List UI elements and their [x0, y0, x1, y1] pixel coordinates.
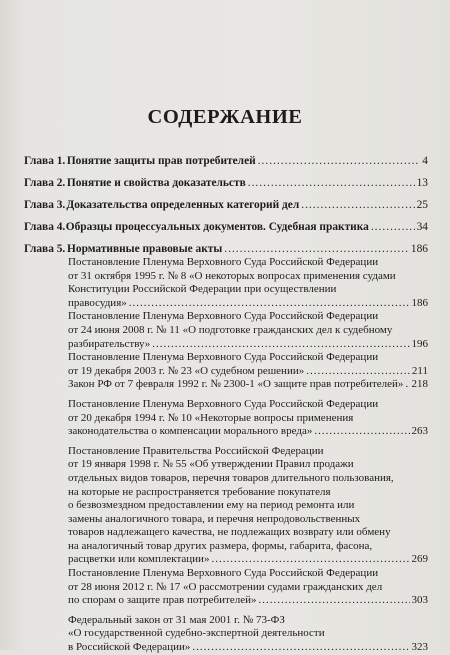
toc-entry: [68, 256, 428, 310]
leader-dots: [258, 155, 421, 167]
leader-dots: [258, 594, 409, 608]
page-number: 303: [411, 594, 428, 607]
chapter-title: Понятие защиты прав потребителей: [66, 155, 256, 167]
leader-dots: [248, 177, 415, 189]
entry-line: товаров надлежащего качества, не подлежащих возврату или обмену: [68, 526, 391, 539]
page-number: 196: [411, 337, 428, 350]
toc-entry: [68, 445, 428, 567]
page-number: 4: [422, 155, 428, 167]
entry-line: Постановление Правительства Российской Федерации: [68, 444, 324, 457]
page-number: 186: [411, 296, 428, 309]
chapter-title: Понятие и свойства доказательств: [66, 177, 246, 189]
entry-line: от 28 июня 2012 г. № 17 «О рассмотрении судами гражданских дел: [68, 580, 383, 593]
toc-chapter-row: [24, 155, 428, 169]
page-number: 34: [416, 221, 428, 233]
entry-line: Конституции Российской Федерации при осуществлении: [68, 283, 337, 296]
entry-line: Постановление Пленума Верховного Суда Российской Федерации: [68, 567, 379, 580]
toc-chapter-row: [24, 177, 428, 191]
entry-line: от 20 декабря 1994 г. № 10 «Некоторые вопросы применения: [68, 411, 354, 424]
chapter-title: Образцы процессуальных документов. Судебная практика: [65, 221, 369, 233]
page-number: 25: [416, 199, 428, 211]
toc-entry: [68, 398, 428, 439]
page-number: 211: [411, 364, 428, 377]
leader-dots: [224, 243, 409, 255]
toc-entry: [68, 351, 428, 378]
chapter-label: Глава 2.: [24, 177, 66, 189]
page-number: 218: [411, 378, 428, 391]
entry-line: расцветки или комплектации»: [68, 553, 210, 566]
entry-line: Постановление Пленума Верховного Суда Российской Федерации: [68, 310, 379, 323]
toc-entry: [68, 378, 428, 392]
chapter-label: Глава 1.: [24, 155, 66, 167]
entry-line: в Российской Федерации»: [68, 641, 191, 654]
entry-line: Закон РФ от 7 февраля 1992 г. № 2300-1 «О защите прав потребителей»: [68, 378, 404, 391]
leader-dots: [306, 365, 410, 379]
entry-list: [68, 256, 428, 655]
entry-line: Постановление Пленума Верховного Суда Российской Федерации: [68, 351, 379, 364]
toc-chapter-row: [24, 243, 428, 257]
page-title: СОДЕРЖАНИЕ: [147, 106, 303, 128]
leader-dots: [301, 199, 414, 211]
leader-dots: [129, 297, 410, 311]
leader-dots: [152, 338, 409, 352]
entry-line: от 31 октября 1995 г. № 8 «О некоторых вопросах применения судами: [68, 269, 396, 282]
entry-line: законодательства о компенсации морального вреда»: [68, 425, 313, 438]
page-number: 13: [416, 177, 428, 189]
leader-dots: [371, 221, 415, 233]
entry-line: замены аналогичного товара, и перечня непродовольственных: [68, 512, 361, 525]
leader-dots: [192, 641, 409, 655]
entry-line: на аналогичный товар других размера, формы, габарита, фасона,: [68, 539, 373, 552]
page-number: 269: [411, 553, 428, 566]
toc-entry: [68, 567, 428, 608]
entry-line: от 19 января 1998 г. № 55 «Об утверждении Правил продажи: [68, 458, 354, 471]
entry-line: от 24 июня 2008 г. № 11 «О подготовке гражданских дел к судебному: [68, 323, 393, 336]
toc-chapter-row: [24, 199, 428, 213]
entry-line: «О государственной судебно-экспертной деятельности: [68, 627, 325, 640]
entry-line: правосудия»: [68, 296, 127, 309]
leader-dots: [211, 553, 409, 567]
leader-dots: [405, 378, 409, 392]
leader-dots: [314, 425, 409, 439]
chapter-title: Нормативные правовые акты: [67, 243, 223, 255]
entry-line: разбирательству»: [68, 337, 151, 350]
entry-line: на которые не распространяется требование покупателя: [68, 485, 331, 498]
entry-line: о безвозмездном предоставлении ему на период ремонта или: [68, 499, 355, 512]
entry-line: отдельных видов товаров, перечня товаров длительного пользования,: [68, 471, 394, 484]
chapter-label: Глава 5.: [24, 243, 66, 255]
toc-entry: [68, 614, 428, 655]
page-number: 186: [410, 243, 428, 255]
entry-line: от 19 декабря 2003 г. № 23 «О судебном решении»: [68, 364, 305, 377]
chapter-label: Глава 4.: [24, 221, 66, 233]
page-number: 323: [411, 641, 428, 654]
entry-line: Федеральный закон от 31 мая 2001 г. № 73-ФЗ: [68, 613, 285, 626]
page-number: 263: [411, 425, 428, 438]
chapter-label: Глава 3.: [24, 199, 66, 211]
entry-line: по спорам о защите прав потребителей»: [68, 594, 257, 607]
chapter-title: Доказательства определенных категорий дел: [66, 199, 300, 211]
entry-line: Постановление Пленума Верховного Суда Российской Федерации: [68, 256, 379, 268]
toc-chapter-row: [24, 221, 428, 235]
entry-line: Постановление Пленума Верховного Суда Российской Федерации: [68, 397, 379, 410]
toc-entry: [68, 310, 428, 351]
